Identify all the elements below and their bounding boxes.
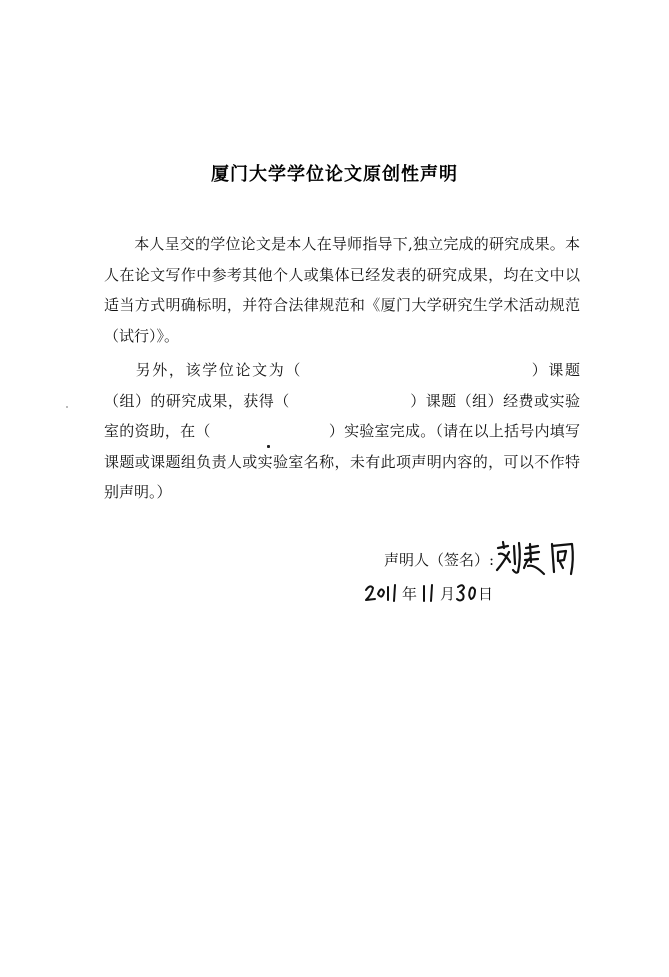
year-label: 年	[402, 585, 418, 603]
additional-statement-paragraph	[104, 355, 580, 508]
handwritten-signature	[494, 540, 578, 578]
month-label: 月	[440, 585, 456, 603]
handwritten-day	[456, 582, 478, 604]
declaration-text: 本人呈交的学位论文是本人在导师指导下,独立完成的研究成果。本人在论文写作中参考其他个人或集体已经发表的研究成果，均在文中以适当方式明确标明，并符合法律规范和《厦门大学研究生学术活动规范（试行）》。	[104, 235, 580, 345]
declaration-paragraph	[104, 229, 580, 351]
handwritten-month	[418, 583, 440, 603]
statement-part-2: ）课题（组）的研究成果，获得（	[104, 361, 580, 410]
signature-label: 声明人（签名）:	[384, 551, 495, 569]
handwritten-year	[364, 582, 402, 604]
scan-speck	[267, 445, 270, 448]
statement-part-3: ）课题（组）经费或实验室的资助，在（	[104, 391, 580, 440]
page-title: 厦门大学学位论文原创性声明	[211, 164, 458, 185]
statement-part-1: 另外，该学位论文为（	[134, 361, 303, 379]
scan-speck	[66, 406, 68, 408]
statement-part-4: ）实验室完成。（请在以上括号内填写课题或课题组负责人或实验室名称，未有此项声明内容的，可以不作特别声明。）	[104, 422, 580, 501]
day-label: 日	[478, 585, 494, 603]
